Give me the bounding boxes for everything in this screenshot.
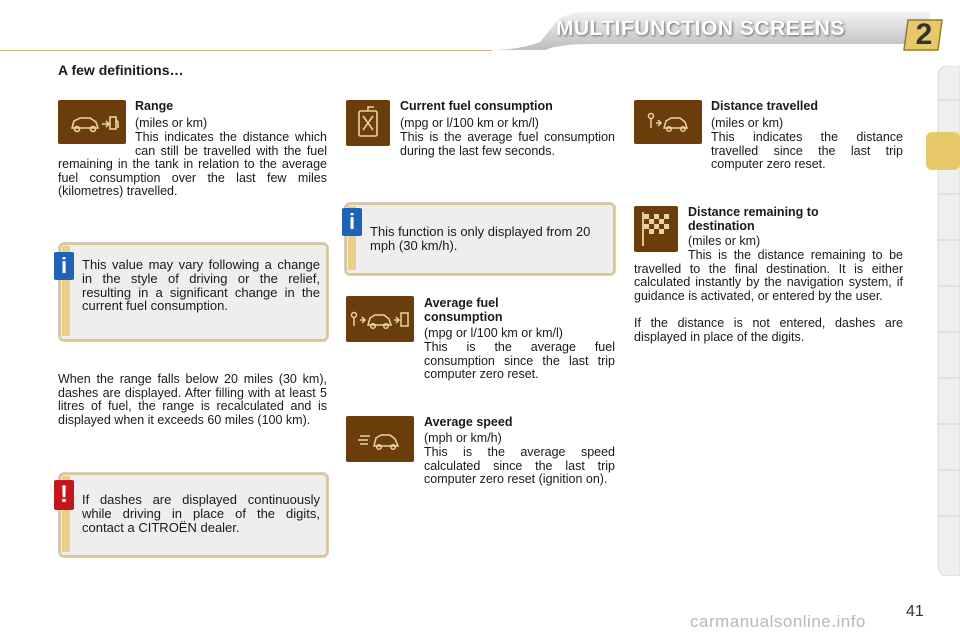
warning-note-text: If dashes are displayed continuously while driving in place of the digits, contact a CITROËN dealer. xyxy=(82,492,320,535)
range-title: Range xyxy=(135,99,174,113)
average-speed-icon xyxy=(346,416,414,462)
range-body-text: This indicates the distance which can still be travelled with the fuel remaining in the tank in relation to the average fuel consumption over the last few miles (kilometres) travelled. xyxy=(58,130,327,198)
warning-icon: ! xyxy=(54,480,74,510)
distance-remaining-body-text: This is the distance remaining to be travelled to the final destination. It is either calculated instantly by the navigation system, if guidance is activated, or entered by the user. xyxy=(634,248,903,303)
average-consumption-body: This is the average fuel consumption since the last trip computer zero reset. xyxy=(424,340,615,381)
distance-remaining-body xyxy=(634,249,903,303)
distance-remaining-units: (miles or km) xyxy=(688,234,761,248)
range-dashes-text: When the range falls below 20 miles (30 km), dashes are displayed. After filling with at least 5 litres of fuel, the range is recalculated and is displayed when it exceeds 60 miles (100 km). xyxy=(58,372,327,427)
section-heading: A few definitions… xyxy=(58,62,184,78)
distance-travelled-body: This indicates the distance travelled since the last trip computer zero reset. xyxy=(711,130,903,171)
chapter-number: 2 xyxy=(915,18,933,51)
range-body xyxy=(58,131,327,199)
average-consumption-title: Average fuel consumption xyxy=(424,296,503,324)
page-title: MULTIFUNCTION SCREENS xyxy=(556,17,845,40)
average-speed-body: This is the average speed calculated since the last trip computer zero reset (ignition on). xyxy=(424,445,615,486)
fuel-can-icon xyxy=(346,100,390,146)
distance-travelled-title: Distance travelled xyxy=(711,99,818,113)
average-speed-units: (mph or km/h) xyxy=(424,431,502,445)
distance-remaining-title: Distance remaining to destination xyxy=(688,205,819,233)
average-consumption-units: (mpg or l/100 km or km/l) xyxy=(424,326,563,340)
watermark: carmanualsonline.info xyxy=(690,612,866,631)
info-icon: i xyxy=(54,252,74,280)
average-fuel-icon xyxy=(346,296,414,342)
current-consumption-units: (mpg or l/100 km or km/l) xyxy=(400,116,539,130)
average-speed-title: Average speed xyxy=(424,415,513,429)
chapter-tabs xyxy=(926,66,960,576)
page-number: 41 xyxy=(906,603,924,620)
distance-travelled-units: (miles or km) xyxy=(711,116,784,130)
info-icon: i xyxy=(342,208,362,236)
info-note-text: This value may vary following a change in the style of driving or the relief, resulting in a significant change in the current fuel consumption. xyxy=(82,257,320,314)
range-units: (miles or km) xyxy=(135,116,208,130)
checkered-flag-icon xyxy=(634,206,678,252)
info-note-text: This function is only displayed from 20 mph (30 km/h). xyxy=(370,224,591,253)
distance-travelled-icon xyxy=(634,100,702,144)
current-consumption-body: This is the average fuel consumption during the last few seconds. xyxy=(400,130,615,158)
current-consumption-title: Current fuel consumption xyxy=(400,99,553,113)
distance-remaining-body2: If the distance is not entered, dashes are displayed in place of the digits. xyxy=(634,316,903,344)
